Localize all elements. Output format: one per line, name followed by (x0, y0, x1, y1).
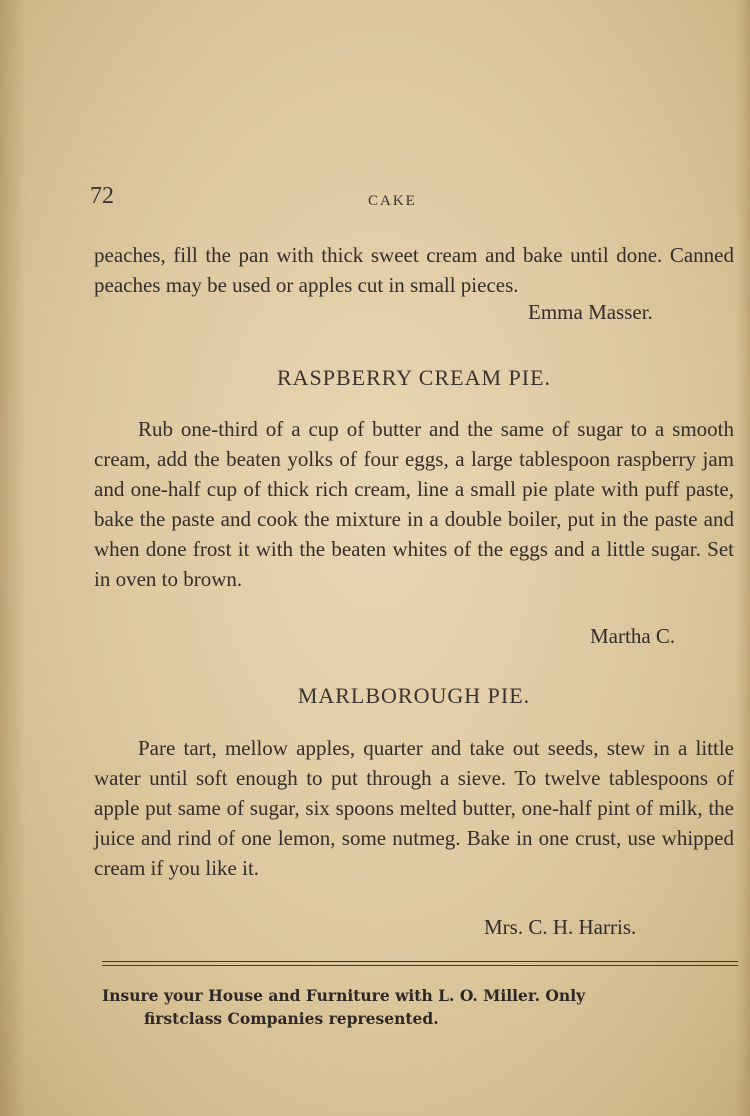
recipe-title-marlborough-pie: MARLBOROUGH PIE. (297, 683, 531, 708)
continuation-paragraph: peaches, fill the pan with thick sweet cream and bake until done. Canned peaches may be used or apples cut in small pieces. (94, 243, 734, 297)
page-edge-shadow-right (736, 0, 750, 1116)
divider-rule-top (102, 961, 738, 962)
advertisement-line-2: firstclass Companies represented. (144, 1009, 439, 1028)
recipe-text-raspberry-cream-pie: Rub one-third of a cup of butter and the same of sugar to a smooth cream, add the beaten yolks of four eggs, a large tablespoon raspberry jam and one-half cup of thick rich cream, line a small pie plate with puff paste, bake the paste and cook the mixture in a double boiler, put in the paste and when done frost it with the beaten whites of the eggs and a little sugar. Set in oven to brown. (94, 417, 734, 591)
advertisement-line-1: Insure your House and Furniture with L. O. Miller. Only (102, 986, 586, 1005)
continuation-author: Emma Masser. (528, 300, 653, 324)
page-number: 72 (90, 183, 114, 209)
recipe-title-raspberry-cream-pie: RASPBERRY CREAM PIE. (276, 365, 552, 390)
divider-rule-bottom (102, 965, 738, 966)
page-edge-shadow-left (0, 0, 26, 1116)
advertisement (102, 984, 742, 1030)
recipe-author-marlborough-pie: Mrs. C. H. Harris. (484, 915, 637, 939)
recipe-text-marlborough-pie: Pare tart, mellow apples, quarter and take out seeds, stew in a little water until soft enough to put through a sieve. To twelve tablespoons of apple put same of sugar, six spoons melted butter, one-half pint of milk, the juice and rind of one lemon, some nutmeg. Bake in one crust, use whipped cream if you like it. (94, 736, 734, 880)
running-head: CAKE (368, 193, 417, 209)
recipe-author-raspberry-cream-pie: Martha C. (590, 624, 676, 648)
